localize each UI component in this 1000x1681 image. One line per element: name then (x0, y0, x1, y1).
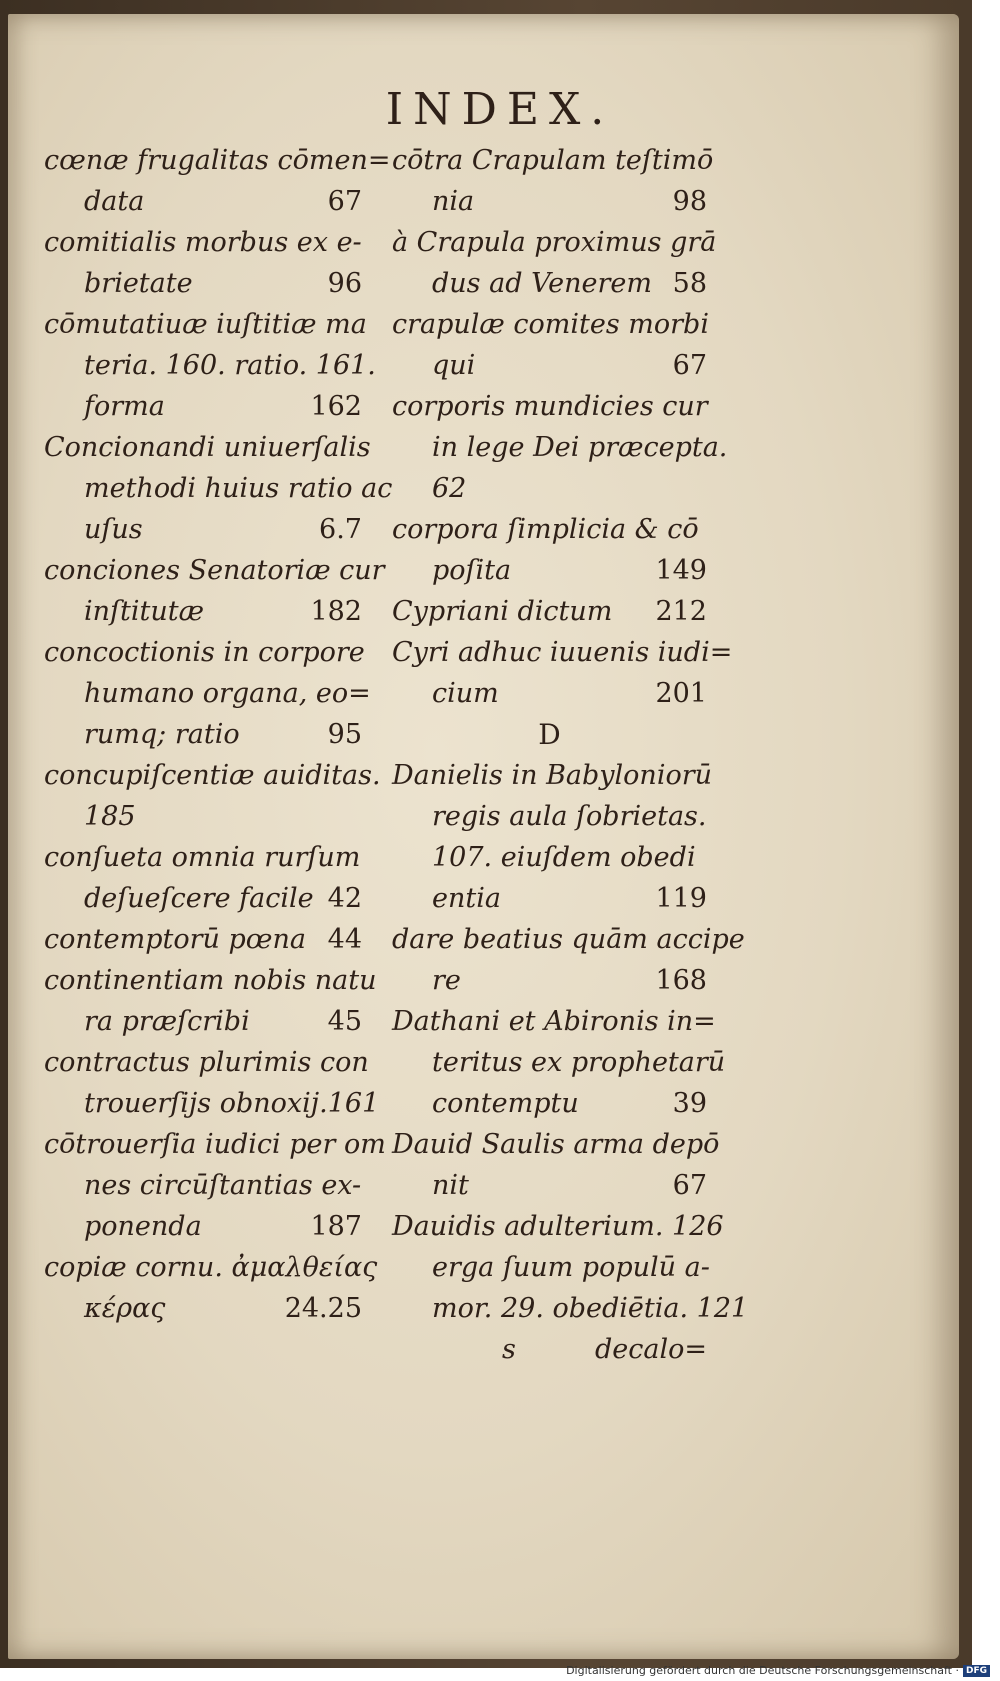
catchword: decalo= (595, 1334, 707, 1365)
entry-text: corporis mundicies cur (392, 391, 708, 422)
entry-text: in lege Dei præcepta. (432, 432, 728, 463)
index-entry-line (392, 1206, 724, 1247)
entry-text: re (432, 965, 461, 996)
page-reference: 212 (655, 596, 707, 627)
entry-text: Danielis in Babyloniorū (392, 760, 713, 791)
index-entry-line (392, 222, 717, 263)
index-entry-line (392, 837, 707, 878)
index-entry-line (44, 1206, 362, 1247)
signature-mark: s (502, 1334, 516, 1365)
index-entry-line (44, 714, 362, 755)
page-header: INDEX. (385, 84, 615, 135)
index-entry-line (44, 591, 362, 632)
index-entry-line (392, 878, 707, 919)
entry-text: conciones Senatoriæ cur (44, 555, 385, 586)
entry-text: poſita (432, 555, 512, 586)
entry-text: ponenda (84, 1211, 202, 1242)
page-reference: 42 (327, 883, 362, 914)
index-entry (44, 919, 362, 960)
index-entry-line (392, 468, 707, 509)
index-entry (392, 304, 707, 386)
index-entry (44, 1042, 380, 1124)
page-reference: 24.25 (284, 1293, 362, 1324)
index-entry-line (44, 427, 371, 468)
index-entry (44, 1247, 378, 1329)
page-reference: 44 (327, 924, 362, 955)
credit-text: Digitalisierung gefördert durch die Deutsche Forschungsgemeinschaft · (566, 1664, 959, 1677)
index-entry-line (392, 755, 713, 796)
page-reference: 6.7 (319, 514, 362, 545)
page-reference: 119 (655, 883, 707, 914)
page-reference: 45 (327, 1006, 362, 1037)
index-entry-line (392, 181, 707, 222)
index-letter-heading: D (538, 718, 561, 751)
entry-text: rumq; ratio (84, 719, 240, 750)
index-entry-line (392, 304, 707, 345)
index-entry-line (44, 755, 381, 796)
index-entry (44, 755, 381, 837)
entry-text: Concionandi uniuerſalis (44, 432, 371, 463)
entry-text: contemptu (432, 1088, 579, 1119)
index-entry-line (392, 796, 707, 837)
index-entry-line (392, 1083, 707, 1124)
entry-text: cōtrouerſia iudici per om (44, 1129, 386, 1160)
entry-text: dare beatius quām accipe (392, 924, 745, 955)
entry-text: qui (432, 350, 476, 381)
entry-text: inſtitutæ (84, 596, 204, 627)
entry-text: data (84, 186, 145, 217)
index-entry-line (44, 181, 362, 222)
page-reference: 67 (327, 186, 362, 217)
entry-text: concoctionis in corpore (44, 637, 365, 668)
entry-text: trouerſijs obnoxij.161 (84, 1088, 380, 1119)
page-reference: 149 (655, 555, 707, 586)
index-column-right (392, 140, 749, 1370)
index-entry (44, 140, 391, 222)
entry-text: erga ſuum populū a- (432, 1252, 710, 1283)
entry-text: Cyri adhuc iuuenis iudi= (392, 637, 733, 668)
page-reference: 182 (310, 596, 362, 627)
index-entry (44, 632, 371, 755)
index-entry-line (392, 1001, 716, 1042)
catchline (392, 1329, 707, 1370)
entry-text: 185 (84, 801, 136, 832)
index-entry-line (392, 550, 707, 591)
index-entry (44, 427, 393, 550)
page-reference: 162 (310, 391, 362, 422)
index-entry-line (392, 591, 707, 632)
index-entry-line (44, 1042, 369, 1083)
entry-text: Dauidis adulterium. 126 (392, 1211, 724, 1242)
page-reference: 67 (672, 350, 707, 381)
index-entry (392, 632, 733, 714)
index-entry-line (44, 1001, 362, 1042)
entry-text: cōmutatiuæ iuſtitiæ ma (44, 309, 367, 340)
page-reference: 39 (672, 1088, 707, 1119)
index-entry-line (44, 1124, 386, 1165)
index-entry-line (392, 673, 707, 714)
entry-text: 62 (432, 473, 467, 504)
index-entry-line (392, 960, 707, 1001)
index-entry-line (392, 1165, 707, 1206)
index-entry-line (44, 1288, 362, 1329)
index-entry (392, 1206, 749, 1329)
entry-text: mor. 29. obediētia. 121 (432, 1293, 749, 1324)
index-entry (44, 837, 362, 919)
entry-text: κέρας (84, 1293, 166, 1324)
index-entry-line (392, 1124, 720, 1165)
index-entry (44, 550, 385, 632)
entry-text: crapulæ comites morbi (392, 309, 709, 340)
page-reference: 187 (310, 1211, 362, 1242)
entry-text: conſueta omnia rurſum (44, 842, 361, 873)
entry-text: contractus plurimis con (44, 1047, 369, 1078)
page-reference: 168 (655, 965, 707, 996)
index-entry-line (44, 1083, 380, 1124)
entry-text: à Crapula proximus grā (392, 227, 717, 258)
index-entry (44, 1124, 386, 1247)
index-entry (392, 755, 713, 919)
entry-text: regis aula ſobrietas. (432, 801, 707, 832)
index-entry (392, 222, 717, 304)
index-entry-line (44, 632, 365, 673)
index-entry-line (392, 345, 707, 386)
entry-text: nia (432, 186, 475, 217)
index-entry-line (44, 1247, 378, 1288)
page-reference: 58 (672, 268, 707, 299)
page-reference: 96 (327, 268, 362, 299)
entry-text: nit (432, 1170, 469, 1201)
entry-text: continentiam nobis natu (44, 965, 377, 996)
entry-text: comitialis morbus ex e- (44, 227, 362, 258)
entry-text: entia (432, 883, 501, 914)
dfg-logo: DFG (963, 1665, 990, 1677)
index-entry-line (44, 345, 376, 386)
index-entry-line (392, 140, 714, 181)
index-entry-line (392, 919, 745, 960)
index-entry-line (44, 140, 391, 181)
index-entry (392, 509, 707, 591)
entry-text: forma (84, 391, 165, 422)
page-reference: 98 (672, 186, 707, 217)
index-entry-line (44, 509, 362, 550)
page-reference: 201 (655, 678, 707, 709)
index-entry-line (392, 1247, 710, 1288)
entry-text: contemptorū pœna (44, 924, 306, 955)
index-entry-line (392, 1288, 749, 1329)
index-entry (392, 140, 714, 222)
index-entry-line (392, 509, 707, 550)
index-entry-line (392, 1042, 726, 1083)
index-entry-line (392, 427, 728, 468)
index-entry-line (44, 796, 362, 837)
entry-text: ra præſcribi (84, 1006, 250, 1037)
entry-text: copiæ cornu. ἀμαλθείας (44, 1252, 378, 1283)
index-entry-line (44, 878, 362, 919)
index-entry-line (44, 837, 362, 878)
entry-text: Dathani et Abironis in= (392, 1006, 716, 1037)
entry-text: corpora ſimplicia & cō (392, 514, 699, 545)
index-entry (44, 960, 377, 1042)
entry-text: brietate (84, 268, 193, 299)
entry-text: cium (432, 678, 499, 709)
entry-text: nes circūſtantias ex- (84, 1170, 362, 1201)
index-entry (44, 222, 362, 304)
index-entry-line (392, 632, 733, 673)
index-entry-line (44, 386, 362, 427)
index-entry-line (44, 673, 371, 714)
index-entry (392, 1001, 726, 1124)
index-entry (392, 1124, 720, 1206)
index-entry (392, 386, 728, 509)
entry-text: humano organa, eo= (84, 678, 371, 709)
index-entry (392, 919, 745, 1001)
index-entry-line (44, 1165, 362, 1206)
entry-text: deſueſcere facile (84, 883, 314, 914)
index-entry-line (44, 468, 393, 509)
entry-text: methodi huius ratio ac (84, 473, 393, 504)
index-entry-line (44, 919, 362, 960)
index-entry-line (392, 386, 707, 427)
entry-text: uſus (84, 514, 143, 545)
index-entry-line (44, 960, 377, 1001)
digitization-credit (566, 1664, 990, 1677)
index-entry-line (44, 222, 362, 263)
index-entry-line (392, 263, 707, 304)
entry-text: concupiſcentiæ auiditas. (44, 760, 381, 791)
entry-text: cōtra Crapulam teſtimō (392, 145, 714, 176)
index-entry-line (44, 550, 385, 591)
entry-text: Cypriani dictum (392, 596, 613, 627)
index-entry-line (44, 304, 367, 345)
index-entry-line (44, 263, 362, 304)
entry-text: 107. eiuſdem obedi (432, 842, 696, 873)
entry-text: teritus ex prophetarū (432, 1047, 726, 1078)
page-reference: 67 (672, 1170, 707, 1201)
index-entry (44, 304, 376, 427)
index-entry (392, 591, 707, 632)
entry-text: Dauid Saulis arma depō (392, 1129, 720, 1160)
entry-text: dus ad Venerem (432, 268, 652, 299)
entry-text: cœnæ frugalitas cōmen= (44, 145, 391, 176)
index-column-left (44, 140, 393, 1329)
entry-text: teria. 160. ratio. 161. (84, 350, 376, 381)
page-reference: 95 (327, 719, 362, 750)
